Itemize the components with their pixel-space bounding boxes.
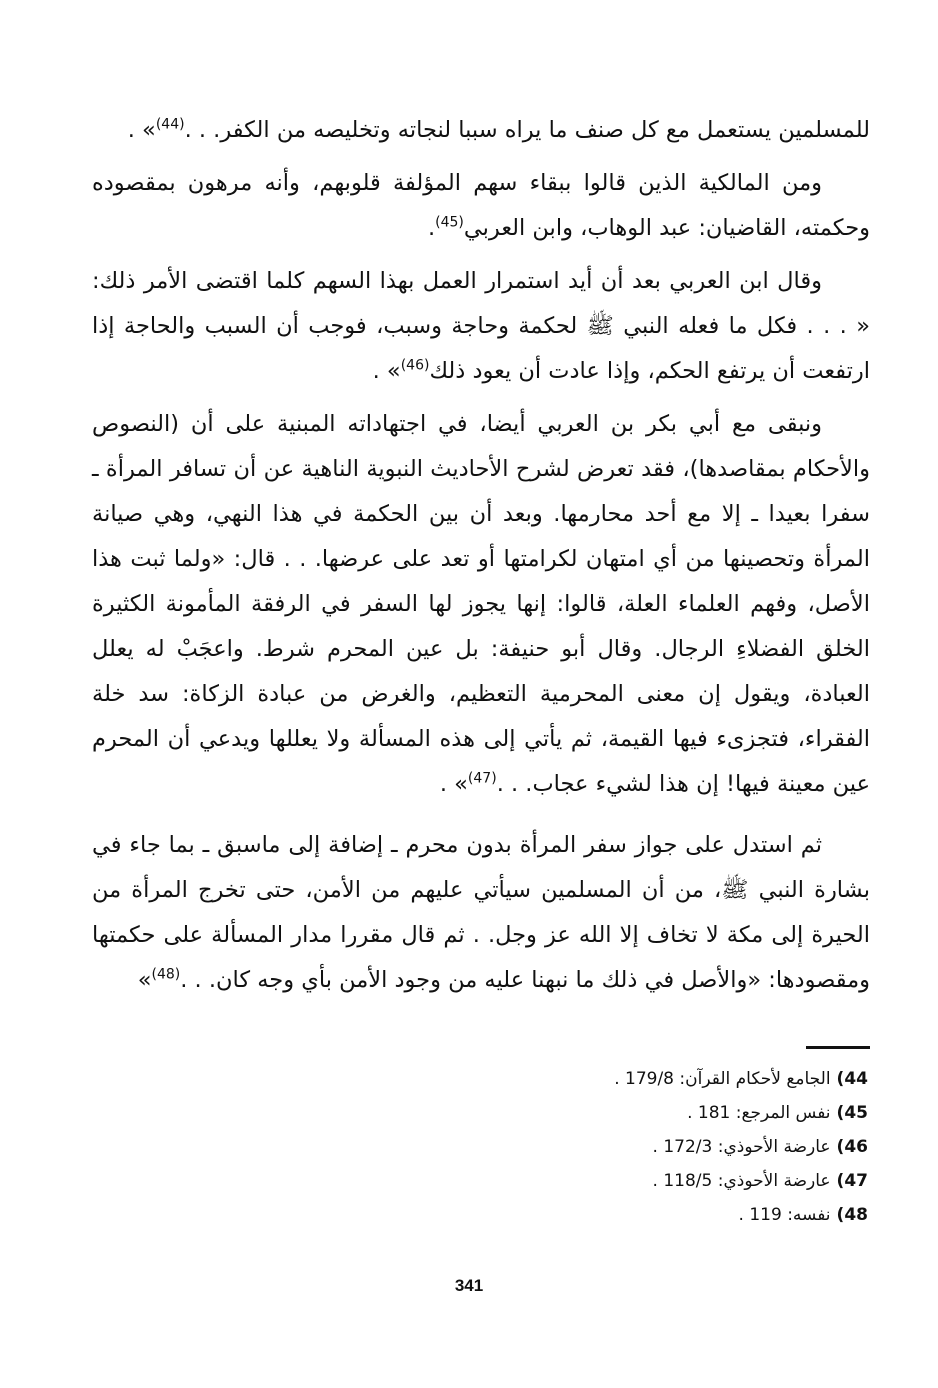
paragraph-text: وقال ابن العربي بعد أن أيد استمرار العمل بهذا السهم كلما اقتضى الأمر ذلك: « . . . فكل ما فعله النبي ﷺ لحكمة وحاجة وسبب، فوجب أن السبب والحاجة إذا ارتفعت أن يرتفع الحكم، وإذا عادت أن يعود ذلك bbox=[92, 268, 870, 384]
paragraph-tail: » . bbox=[127, 117, 156, 143]
paragraph-4 bbox=[92, 402, 870, 807]
paragraph-5 bbox=[92, 823, 870, 1003]
footnote-marker: (46) bbox=[400, 357, 430, 374]
paragraph-1 bbox=[92, 108, 870, 153]
paragraph-3 bbox=[92, 259, 870, 394]
page-number: 341 bbox=[454, 1276, 484, 1295]
footnote-item bbox=[420, 1062, 868, 1096]
paragraph-text: ونبقى مع أبي بكر بن العربي أيضا، في اجتهاداته المبنية على أن (النصوص والأحكام بمقاصدها)، فقد تعرض لشرح الأحاديث النبوية الناهية عن أن تسافر المرأة ـ سفرا بعيدا ـ إلا مع أحد محارمها. وبعد أن بين الحكمة في هذا النهي، وهي صيانة المرأة وتحصينها من أي امتهان لكرامتها أو تعد على عرضها. . . قال: «ولما ثبت هذا الأصل، وفهم العلماء العلة، قالوا: إنها يجوز لها السفر في الرفقة المأمونة الكثيرة الخلق الفضلاءِ الرجال. وقال أبو حنيفة: بل عين المحرم شرط. واعجَبْ له يعلل العبادة، ويقول إن معنى المحرمية التعظيم، والغرض من عبادة الزكاة: سد خلة الفقراء، فتجزىء فيها القيمة، ثم يأتي إلى هذه المسألة ولا يعللها ويدعي أن المحرم عين معينة فيها! إن هذا لشيء عجاب. . . bbox=[92, 411, 870, 797]
footnote-item bbox=[420, 1164, 868, 1198]
footnote-text: عارضة الأحوذي: 118/5 . bbox=[652, 1171, 831, 1191]
footnote-text: نفسه: 119 . bbox=[738, 1205, 831, 1225]
footnote-number: 48) bbox=[836, 1205, 868, 1225]
footnote-item bbox=[420, 1130, 868, 1164]
footnote-number: 45) bbox=[836, 1103, 868, 1123]
footnote-text: نفس المرجع: 181 . bbox=[687, 1103, 831, 1123]
paragraph-2 bbox=[92, 161, 870, 251]
paragraph-tail: » bbox=[137, 967, 152, 993]
footnotes-list bbox=[420, 1062, 868, 1232]
footnote-number: 47) bbox=[836, 1171, 868, 1191]
paragraph-text: للمسلمين يستعمل مع كل صنف ما يراه سببا لنجاته وتخليصه من الكفر. . . bbox=[184, 117, 870, 143]
paragraph-tail: . bbox=[427, 215, 436, 241]
footnote-item bbox=[420, 1096, 868, 1130]
footnote-marker: (44) bbox=[155, 116, 185, 133]
footnote-number: 46) bbox=[836, 1137, 868, 1157]
paragraph-text: ومن المالكية الذين قالوا ببقاء سهم المؤلفة قلوبهم، وأنه مرهون بمقصوده وحكمته، القاضيان: عبد الوهاب، وابن العربي bbox=[92, 170, 870, 241]
paragraph-text: ثم استدل على جواز سفر المرأة بدون محرم ـ إضافة إلى ماسبق ـ بما جاء في بشارة النبي ﷺ، من أن المسلمين سيأتي عليهم من الأمن، حتى تخرج المرأة من الحيرة إلى مكة لا تخاف إلا الله عز وجل. . ثم قال مقررا مدار المسألة على حكمتها ومقصودها: «والأصل في ذلك ما نبهنا عليه من وجود الأمن بأي وجه كان. . . bbox=[92, 832, 870, 993]
footnote-marker: (45) bbox=[435, 214, 464, 231]
footnote-marker: (47) bbox=[467, 770, 497, 787]
footnote-number: 44) bbox=[836, 1069, 868, 1089]
footnote-separator bbox=[806, 1046, 870, 1049]
footnote-text: الجامع لأحكام القرآن: 179/8 . bbox=[614, 1069, 831, 1089]
footnote-text: عارضة الأحوذي: 172/3 . bbox=[652, 1137, 831, 1157]
paragraph-tail: » . bbox=[439, 771, 468, 797]
footnote-marker: (48) bbox=[151, 966, 181, 983]
footnote-item bbox=[420, 1198, 868, 1232]
paragraph-tail: » . bbox=[372, 358, 401, 384]
main-text-body bbox=[92, 108, 870, 1011]
